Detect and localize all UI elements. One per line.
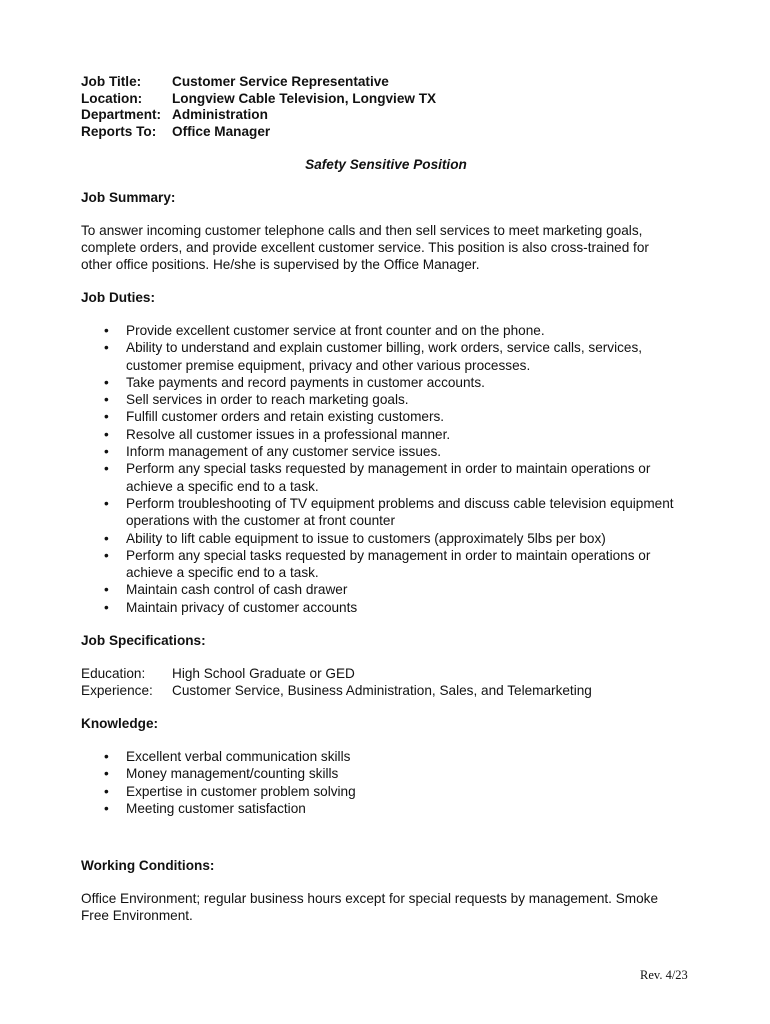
experience-value: Customer Service, Business Administration, Sales, and Telemarketing bbox=[172, 683, 592, 699]
experience-row bbox=[81, 682, 691, 699]
list-item bbox=[81, 322, 691, 339]
summary-line: To answer incoming customer telephone calls and then sell services to meet marketing goals, bbox=[81, 223, 643, 238]
list-item-text: Perform troubleshooting of TV equipment problems and discuss cable television equipment bbox=[126, 495, 674, 511]
bullet-icon: • bbox=[104, 766, 109, 782]
location-value: Longview Cable Television, Longview TX bbox=[172, 90, 437, 106]
job-summary-heading: Job Summary: bbox=[81, 190, 176, 205]
bullet-icon: • bbox=[104, 547, 109, 563]
list-item bbox=[81, 408, 691, 425]
job-duties-heading: Job Duties: bbox=[81, 290, 156, 305]
job-title-value: Customer Service Representative bbox=[172, 74, 389, 89]
document-page bbox=[81, 74, 691, 924]
knowledge-heading: Knowledge: bbox=[81, 716, 159, 732]
list-item bbox=[81, 426, 691, 443]
bullet-icon: • bbox=[104, 392, 109, 408]
summary-line: complete orders, and provide excellent customer service. This position is also cross-trained for bbox=[81, 240, 649, 255]
experience-label: Experience: bbox=[81, 683, 153, 699]
job-title-label: Job Title: bbox=[81, 74, 142, 89]
bullet-icon: • bbox=[104, 409, 109, 425]
list-item bbox=[81, 765, 691, 782]
job-title-row bbox=[81, 74, 691, 91]
location-row bbox=[81, 91, 691, 108]
list-item-text: Money management/counting skills bbox=[126, 766, 339, 782]
education-row bbox=[81, 665, 691, 682]
working-conditions-line: Office Environment; regular business hours except for special requests by management. Smoke bbox=[81, 891, 659, 907]
job-specifications-heading: Job Specifications: bbox=[81, 633, 206, 649]
list-item bbox=[81, 443, 691, 460]
list-item-text: Perform any special tasks requested by management in order to maintain operations or bbox=[126, 547, 651, 563]
job-summary-text bbox=[81, 222, 691, 273]
list-item-text: Ability to lift cable equipment to issue to customers (approximately 5lbs per box) bbox=[126, 530, 606, 546]
bullet-icon: • bbox=[104, 444, 109, 460]
header-block bbox=[81, 74, 691, 140]
department-row bbox=[81, 107, 691, 124]
list-item bbox=[81, 748, 691, 765]
department-value: Administration bbox=[172, 107, 268, 122]
bullet-icon: • bbox=[104, 749, 109, 765]
list-item-text: Excellent verbal communication skills bbox=[126, 749, 351, 765]
list-item-text: Take payments and record payments in customer accounts. bbox=[126, 374, 485, 390]
list-item-text: achieve a specific end to a task. bbox=[126, 565, 319, 581]
list-item bbox=[81, 800, 691, 817]
list-item-text: achieve a specific end to a task. bbox=[126, 478, 319, 494]
list-item-text: Sell services in order to reach marketing goals. bbox=[126, 392, 409, 408]
working-conditions-text bbox=[81, 890, 691, 924]
summary-line: other office positions. He/she is supervised by the Office Manager. bbox=[81, 257, 480, 272]
job-specifications-block bbox=[81, 665, 691, 699]
list-item-text: Provide excellent customer service at front counter and on the phone. bbox=[126, 323, 545, 338]
list-item-text: Meeting customer satisfaction bbox=[126, 800, 306, 816]
list-item bbox=[81, 460, 691, 495]
list-item bbox=[81, 581, 691, 598]
department-label: Department: bbox=[81, 107, 162, 122]
bullet-icon: • bbox=[104, 783, 109, 799]
bullet-icon: • bbox=[104, 374, 109, 390]
bullet-icon: • bbox=[104, 582, 109, 598]
bullet-icon: • bbox=[104, 461, 109, 477]
bullet-icon: • bbox=[104, 495, 109, 511]
reports-to-label: Reports To: bbox=[81, 123, 157, 139]
working-conditions-line: Free Environment. bbox=[81, 908, 193, 924]
list-item-text: operations with the customer at front counter bbox=[126, 513, 395, 529]
working-conditions-heading: Working Conditions: bbox=[81, 858, 215, 874]
list-item-text: Ability to understand and explain customer billing, work orders, service calls, services, bbox=[126, 340, 643, 356]
list-item-text: customer premise equipment, privacy and other various processes. bbox=[126, 357, 531, 373]
list-item bbox=[81, 599, 691, 616]
revision-footer: Rev. 4/23 bbox=[640, 968, 688, 982]
list-item-text: Perform any special tasks requested by management in order to maintain operations or bbox=[126, 461, 651, 477]
reports-to-value: Office Manager bbox=[172, 123, 271, 139]
education-value: High School Graduate or GED bbox=[172, 666, 355, 682]
bullet-icon: • bbox=[104, 323, 109, 338]
bullet-icon: • bbox=[104, 340, 109, 356]
bullet-icon: • bbox=[104, 530, 109, 546]
location-label: Location: bbox=[81, 90, 143, 106]
knowledge-list bbox=[81, 748, 691, 817]
list-item-text: Resolve all customer issues in a professional manner. bbox=[126, 426, 451, 442]
bullet-icon: • bbox=[104, 426, 109, 442]
list-item bbox=[81, 495, 691, 530]
bullet-icon: • bbox=[104, 800, 109, 816]
safety-sensitive-title: Safety Sensitive Position bbox=[305, 157, 467, 172]
list-item-text: Inform management of any customer service issues. bbox=[126, 444, 442, 460]
education-label: Education: bbox=[81, 666, 146, 682]
list-item bbox=[81, 339, 691, 374]
reports-to-row bbox=[81, 124, 691, 141]
list-item bbox=[81, 391, 691, 408]
list-item bbox=[81, 530, 691, 547]
list-item-text: Fulfill customer orders and retain existing customers. bbox=[126, 409, 445, 425]
list-item bbox=[81, 374, 691, 391]
list-item-text: Maintain cash control of cash drawer bbox=[126, 582, 348, 598]
list-item bbox=[81, 783, 691, 800]
bullet-icon: • bbox=[104, 599, 109, 615]
list-item bbox=[81, 547, 691, 582]
job-duties-list bbox=[81, 322, 691, 616]
list-item-text: Expertise in customer problem solving bbox=[126, 783, 356, 799]
list-item-text: Maintain privacy of customer accounts bbox=[126, 599, 358, 615]
